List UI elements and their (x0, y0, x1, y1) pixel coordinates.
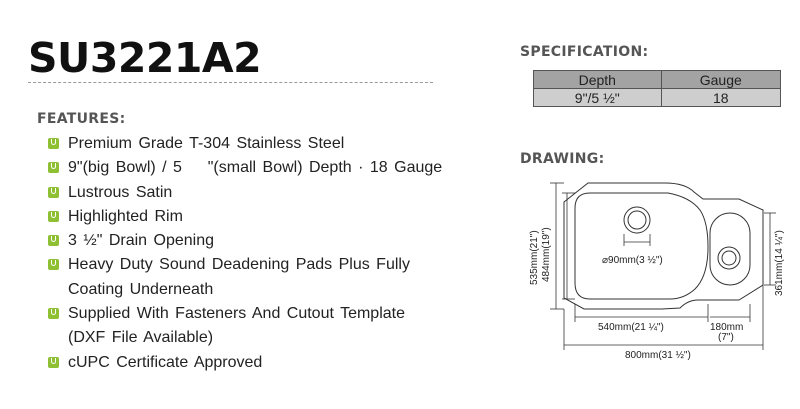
drain-small-inner (722, 251, 736, 265)
table-row (534, 89, 781, 107)
width-big-label: 540mm(21 ¼") (598, 322, 664, 333)
feature-item (48, 351, 448, 375)
feature-text: Highlighted Rim (68, 207, 183, 225)
feature-text: cUPC Certificate Approved (68, 353, 263, 371)
width-small-label: 180mm (710, 322, 744, 333)
check-icon (48, 162, 59, 173)
sink-drawing (520, 172, 790, 372)
feature-item (48, 132, 448, 156)
small-bowl (710, 213, 750, 285)
height-inner-label: 484mm(19") (541, 227, 552, 282)
feature-item (48, 156, 448, 180)
feature-item (48, 205, 448, 229)
drain-small-outer (718, 247, 740, 269)
height-small-label: 361mm(14 ¼") (774, 230, 785, 296)
specification-table (533, 70, 781, 107)
check-icon (48, 211, 59, 222)
feature-text: Supplied With Fasteners And Cutout Template (DXF File Available) (68, 305, 405, 347)
check-icon (48, 357, 59, 368)
feature-item (48, 229, 448, 253)
check-icon (48, 235, 59, 246)
value-gauge: 18 (661, 89, 780, 107)
value-depth: 9"/5 ½" (534, 89, 662, 107)
check-icon (48, 138, 59, 149)
table-header-row (534, 71, 781, 89)
width-total-label: 800mm(31 ½") (625, 350, 691, 361)
feature-list (48, 132, 448, 375)
header-depth: Depth (534, 71, 662, 89)
specification-heading: SPECIFICATION: (520, 44, 649, 60)
feature-item (48, 181, 448, 205)
check-icon (48, 259, 59, 270)
feature-item (48, 253, 448, 302)
check-icon (48, 308, 59, 319)
feature-text: Heavy Duty Sound Deadening Pads Plus Fully Coating Underneath (68, 256, 410, 298)
height-outer-label: 535mm(21") (529, 230, 540, 285)
check-icon (48, 187, 59, 198)
big-bowl (575, 193, 708, 299)
drain-big-inner (628, 211, 646, 229)
drain-dimension-label: ⌀90mm(3 ½") (602, 255, 663, 266)
features-heading: FEATURES: (37, 111, 126, 127)
feature-text: Premium Grade T-304 Stainless Steel (68, 135, 345, 152)
model-number: SU3221A2 (28, 34, 262, 82)
header-gauge: Gauge (661, 71, 780, 89)
drawing-heading: DRAWING: (520, 151, 605, 167)
width-small-inch-label: (7") (718, 332, 734, 343)
sink-outer-rim (564, 183, 763, 309)
feature-text: 9"(big Bowl) / 5 "(small Bowl) Depth · 18 Gauge (68, 159, 443, 177)
feature-text: Lustrous Satin (68, 183, 173, 201)
feature-text: 3 ½" Drain Opening (68, 232, 214, 250)
title-divider (28, 82, 433, 83)
feature-item (48, 302, 448, 351)
